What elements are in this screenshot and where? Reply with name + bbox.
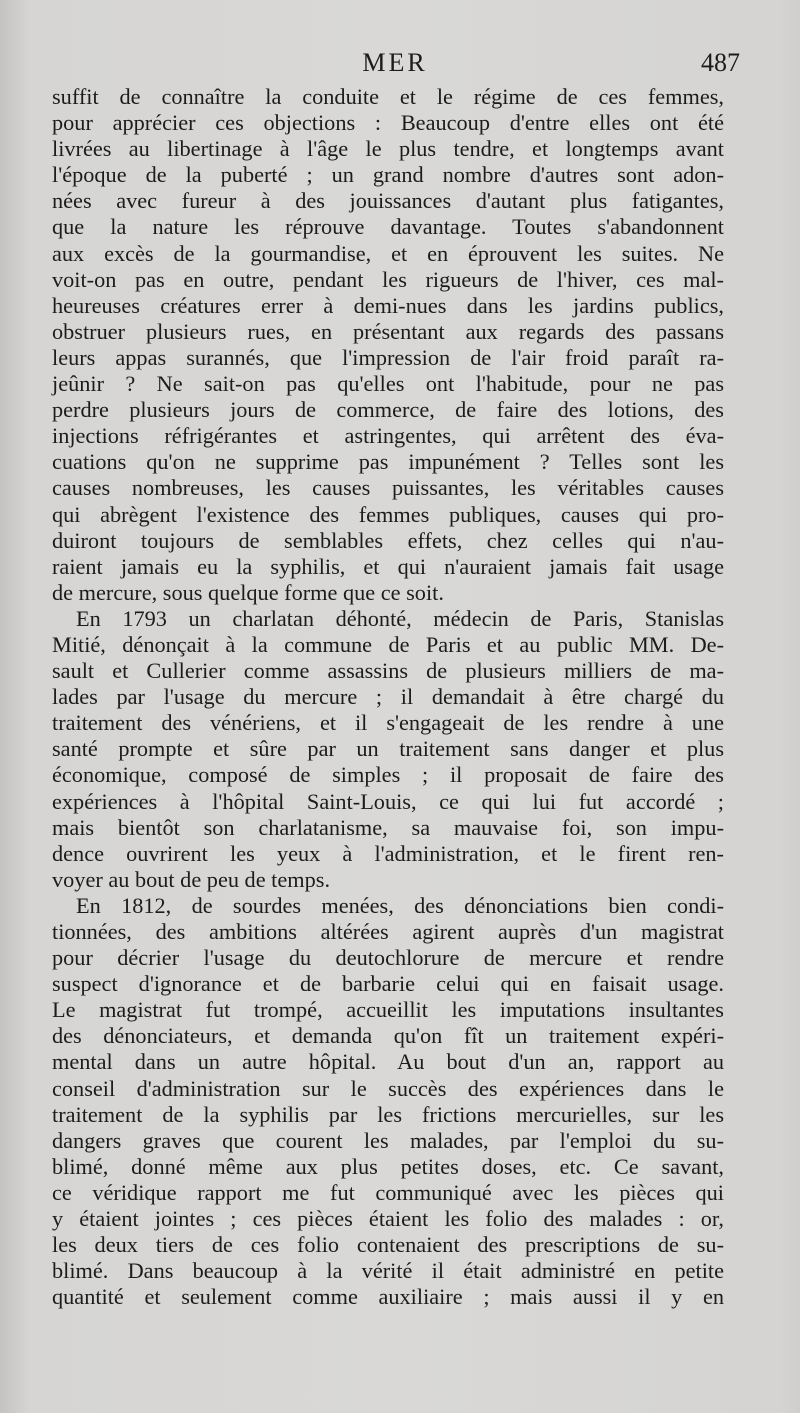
text-line: injections réfrigérantes et astringentes, qui arrêtent des éva- (52, 423, 724, 449)
text-line: de mercure, sous quelque forme que ce soit. (52, 579, 444, 605)
page-number: 487 (701, 48, 740, 77)
text-line: Mitié, dénonçait à la commune de Paris et au public MM. De- (52, 631, 724, 657)
text-line: duiront toujours de semblables effets, chez celles qui n'au- (52, 527, 724, 553)
text-line: conseil d'administration sur le succès des expériences dans le (52, 1075, 724, 1101)
text-line: Le magistrat fut trompé, accueillit les imputations insultantes (52, 997, 724, 1023)
text-line: voyer au bout de peu de temps. (52, 866, 331, 892)
text-line: quantité et seulement comme auxiliaire ; mais aussi il y en (52, 1284, 724, 1310)
text-line: ce véridique rapport me fut communiqué avec les pièces qui (52, 1179, 724, 1205)
text-line: mental dans un autre hôpital. Au bout d'un an, rapport au (52, 1049, 724, 1075)
text-line: blimé. Dans beaucoup à la vérité il était administré en petite (52, 1258, 724, 1284)
running-title: MER (362, 48, 428, 77)
text-line: cuations qu'on ne supprime pas impunément ? Telles sont les (52, 449, 724, 475)
text-line: les deux tiers de ces folio contenaient des prescriptions de su- (52, 1232, 724, 1258)
text-line: lades par l'usage du mercure ; il demandait à être chargé du (52, 684, 724, 710)
text-line: santé prompte et sûre par un traitement sans danger et plus (52, 736, 724, 762)
text-line: nées avec fureur à des jouissances d'autant plus fatigantes, (52, 188, 724, 214)
text-line: leurs appas surannés, que l'impression de l'air froid paraît ra- (52, 344, 724, 370)
text-line: pour décrier l'usage du deutochlorure de mercure et rendre (52, 945, 724, 971)
text-line: aux excès de la gourmandise, et en éprouvent les suites. Ne (52, 240, 724, 266)
text-line: obstruer plusieurs rues, en présentant aux regards des passans (52, 318, 724, 344)
page-header (50, 48, 740, 84)
text-line: En 1793 un charlatan déhonté, médecin de Paris, Stanislas (76, 605, 724, 631)
text-line: raient jamais eu la syphilis, et qui n'auraient jamais fait usage (52, 553, 724, 579)
text-line: dangers graves que courent les malades, par l'emploi du su- (52, 1127, 724, 1153)
text-line: En 1812, de sourdes menées, des dénonciations bien condi- (76, 892, 724, 918)
text-line: pour apprécier ces objections : Beaucoup d'entre elles ont été (52, 110, 724, 136)
body-text (52, 84, 724, 1310)
text-line: mais bientôt son charlatanisme, sa mauvaise foi, son impu- (52, 814, 724, 840)
text-line: tionnées, des ambitions altérées agirent auprès d'un magistrat (52, 919, 724, 944)
text-line: suffit de connaître la conduite et le régime de ces femmes, (52, 84, 724, 109)
text-line: perdre plusieurs jours de commerce, de faire des lotions, des (52, 397, 724, 423)
text-line: suspect d'ignorance et de barbarie celui qui en faisait usage. (52, 971, 724, 997)
text-line: blimé, donné même aux plus petites doses, etc. Ce savant, (52, 1153, 724, 1179)
text-line: qui abrègent l'existence des femmes publiques, causes qui pro- (52, 501, 724, 527)
text-line: traitement des vénériens, et il s'engageait de les rendre à une (52, 710, 724, 736)
text-line: livrées au libertinage à l'âge le plus tendre, et longtemps avant (52, 136, 724, 162)
text-line: causes nombreuses, les causes puissantes, les véritables causes (52, 475, 724, 501)
text-line: dence ouvrirent les yeux à l'administration, et le firent ren- (52, 840, 724, 866)
text-line: économique, composé de simples ; il proposait de faire des (52, 762, 724, 788)
text-line: y étaient jointes ; ces pièces étaient les folio des malades : or, (52, 1206, 724, 1232)
text-line: voit-on pas en outre, pendant les rigueurs de l'hiver, ces mal- (52, 266, 724, 292)
text-line: jeûnir ? Ne sait-on pas qu'elles ont l'habitude, pour ne pas (52, 371, 724, 397)
text-line: expériences à l'hôpital Saint-Louis, ce qui lui fut accordé ; (52, 788, 724, 814)
text-line: heureuses créatures errer à demi-nues dans les jardins publics, (52, 292, 724, 318)
text-line: des dénonciateurs, et demanda qu'on fît un traitement expéri- (52, 1023, 724, 1049)
text-line: que la nature les réprouve davantage. Toutes s'abandonnent (52, 214, 724, 240)
text-line: traitement de la syphilis par les frictions mercurielles, sur les (52, 1101, 724, 1127)
text-line: sault et Cullerier comme assassins de plusieurs milliers de ma- (52, 658, 724, 684)
text-line: l'époque de la puberté ; un grand nombre d'autres sont adon- (52, 162, 724, 188)
